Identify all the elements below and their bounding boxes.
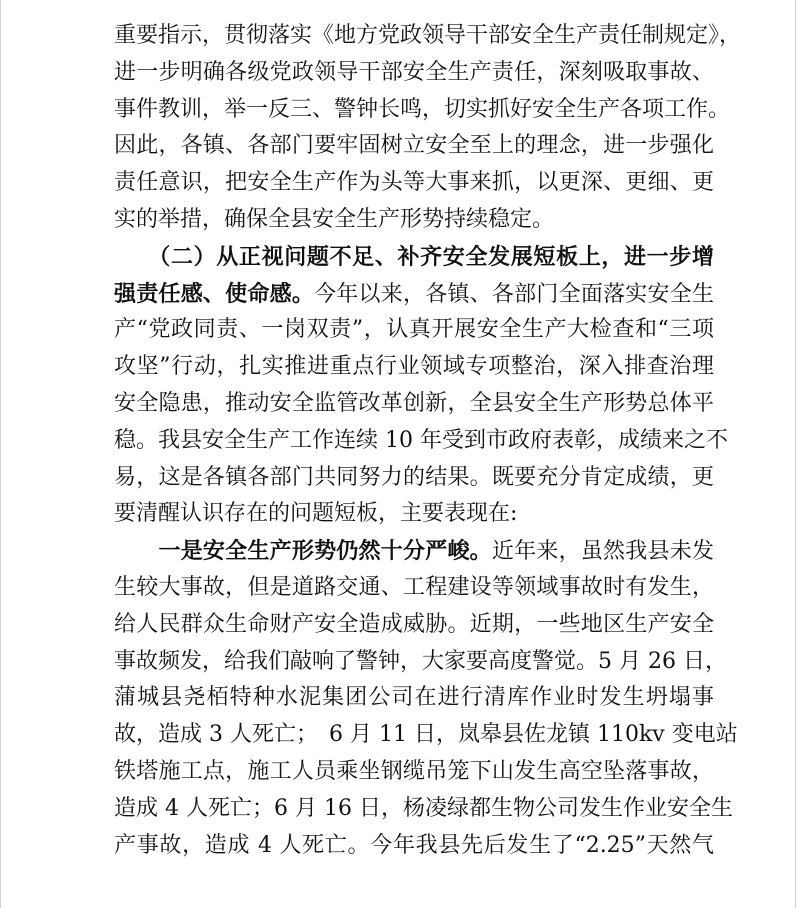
text-line — [114, 349, 714, 386]
text-run: 造成 4 人死亡；6 月 16 日，杨凌绿都生物公司发生作业安全生 — [114, 795, 733, 821]
text-line — [114, 276, 714, 313]
text-run: 稳。我县安全生产工作连续 10 年受到市政府表彰，成绩来之不 — [114, 427, 728, 453]
text-run: 实的举措，确保全县安全生产形势持续稳定。 — [114, 206, 555, 232]
text-line — [114, 717, 738, 754]
text-line — [114, 791, 733, 828]
document-body — [114, 18, 742, 864]
text-line — [114, 386, 714, 423]
text-line — [114, 754, 714, 791]
bold-text-run: （二）从正视问题不足、补齐安全发展短板上，进一步增 — [114, 243, 714, 270]
text-line — [114, 423, 728, 460]
text-run: 攻坚”行动，扎实推进重点行业领域专项整治，深入排查治理 — [114, 354, 714, 380]
text-run: 责任意识，把安全生产作为头等大事来抓，以更深、更细、更 — [114, 170, 714, 196]
text-line — [114, 312, 714, 349]
text-run: 事件教训，举一反三、警钟长鸣，切实抓好安全生产各项工作。 — [114, 96, 731, 122]
text-run: 易，这是各镇各部门共同努力的结果。既要充分肯定成绩，更 — [114, 464, 714, 490]
text-run: 近年来，虽然我县未发 — [491, 539, 714, 565]
text-run: 安全隐患，推动安全监管改革创新，全县安全生产形势总体平 — [114, 390, 714, 416]
text-run: 重要指示，贯彻落实《地方党政领导干部安全生产责任制规定》， — [114, 23, 742, 48]
text-line — [114, 680, 714, 717]
text-run: 产“党政同责、一岗双责”，认真开展安全生产大检查和“三项 — [114, 317, 714, 343]
text-line — [114, 128, 714, 165]
bold-text-run: 一是安全生产形势仍然十分严峻。 — [114, 538, 492, 565]
text-line — [114, 55, 714, 92]
text-run: 故，造成 3 人死亡； 6 月 11 日，岚皋县佐龙镇 110kv 变电站 — [114, 722, 738, 748]
text-run: 因此，各镇、各部门要牢固树立安全至上的理念，进一步强化 — [114, 133, 714, 159]
text-line — [114, 828, 714, 865]
text-line — [114, 496, 714, 533]
text-line — [114, 607, 714, 644]
bold-text-run: 强责任感、使命感。 — [114, 280, 315, 307]
text-line — [114, 92, 731, 129]
text-line — [114, 165, 714, 202]
text-run: 铁塔施工点，施工人员乘坐钢缆吊笼下山发生高空坠落事故， — [114, 758, 714, 784]
text-line — [114, 644, 727, 681]
text-line — [114, 570, 714, 607]
text-line — [114, 239, 714, 276]
text-run: 进一步明确各级党政领导干部安全生产责任，深刻吸取事故、 — [114, 59, 714, 85]
text-run: 要清醒认识存在的问题短板，主要表现在: — [114, 501, 518, 527]
text-line — [114, 18, 742, 55]
text-line — [114, 202, 714, 239]
text-run: 给人民群众生命财产安全造成威胁。近期，一些地区生产安全 — [114, 611, 714, 637]
text-run: 产事故，造成 4 人死亡。今年我县先后发生了“2.25”天然气 — [114, 832, 714, 858]
text-run: 事故频发，给我们敲响了警钟，大家要高度警觉。5 月 26 日， — [114, 648, 727, 674]
text-run: 生较大事故，但是道路交通、工程建设等领域事故时有发生， — [114, 574, 714, 600]
text-line — [114, 460, 714, 497]
text-run: 今年以来，各镇、各部门全面落实安全生 — [314, 281, 714, 307]
text-line — [114, 533, 714, 570]
text-run: 蒲城县尧栢特种水泥集团公司在进行清库作业时发生坍塌事 — [114, 685, 714, 711]
